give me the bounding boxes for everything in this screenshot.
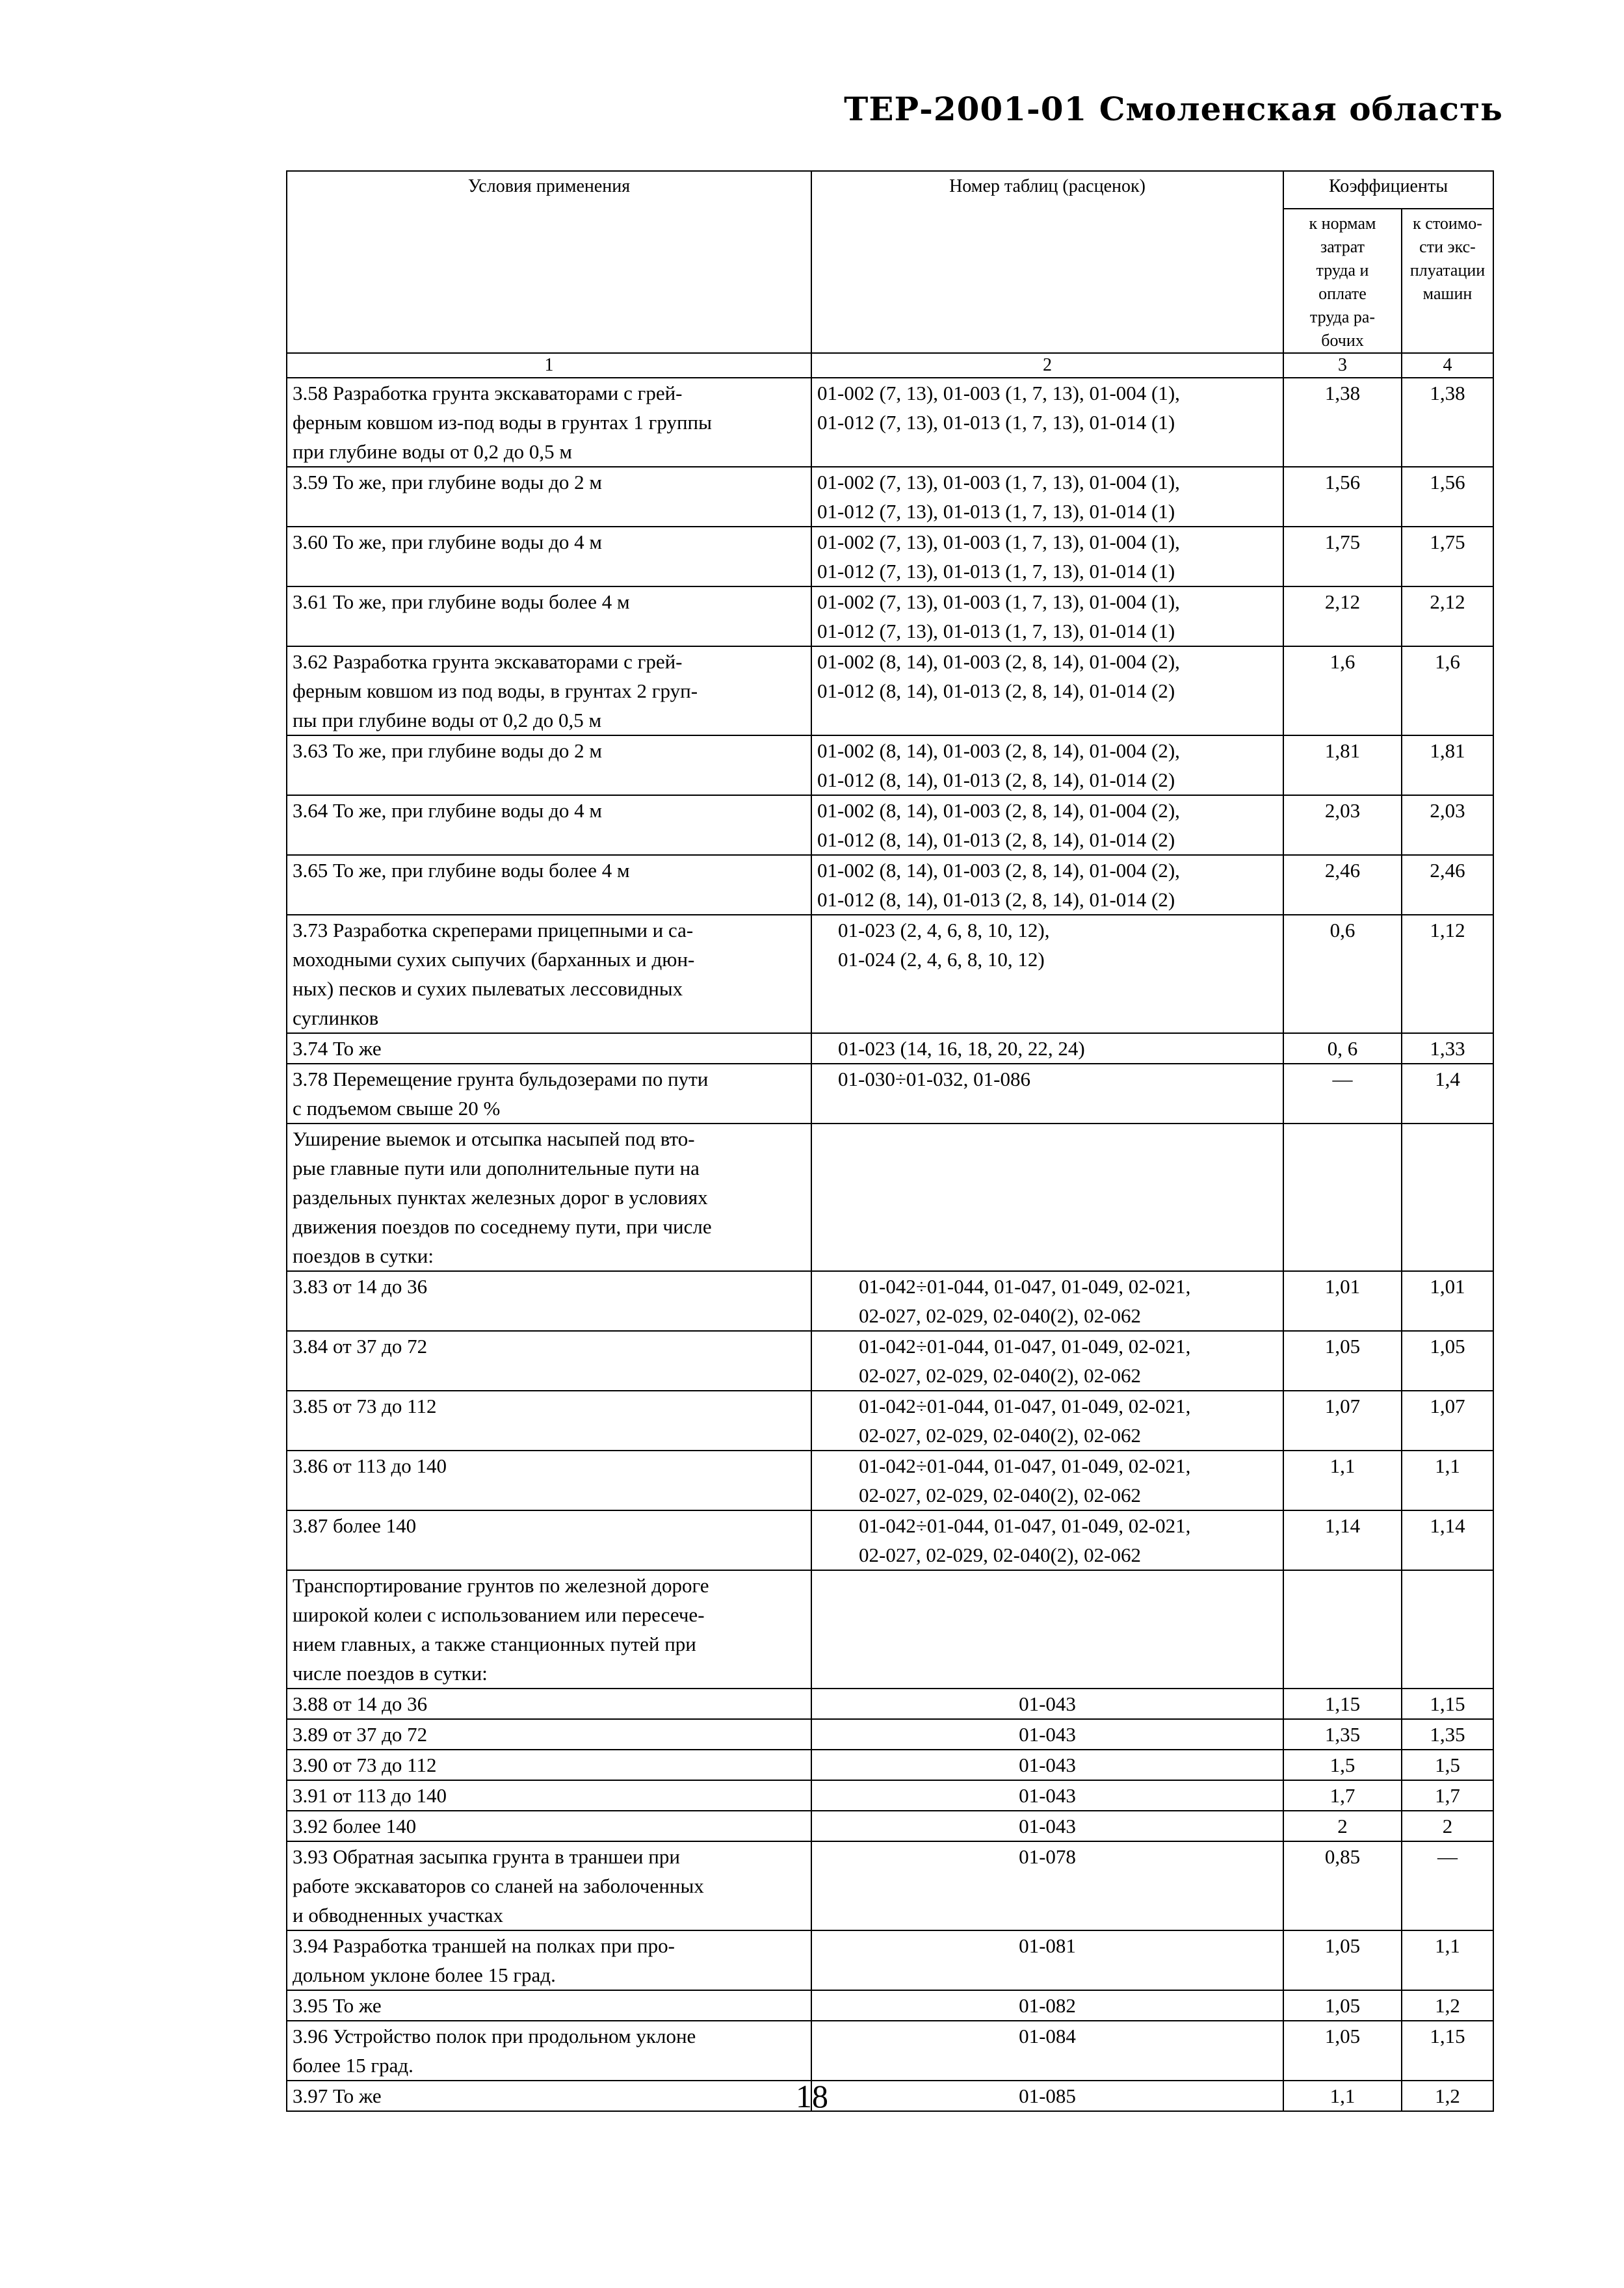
labor-coefficient-value: 2,46 <box>1283 855 1402 915</box>
condition-line: нием главных, а также станционных путей при <box>293 1633 696 1655</box>
table-row <box>287 1930 1493 1990</box>
table-number-line: 01-043 <box>1019 1692 1076 1715</box>
table-number-text <box>817 1842 1277 1871</box>
condition-cell <box>287 855 811 915</box>
condition-cell <box>287 586 811 646</box>
machines-coefficient-value: 1,1 <box>1402 1451 1493 1510</box>
condition-cell <box>287 1780 811 1811</box>
table-row <box>287 646 1493 735</box>
table-number-cell <box>811 1570 1283 1689</box>
table-number-text <box>817 1511 1190 1570</box>
table-row <box>287 1124 1493 1271</box>
column-number-2: 2 <box>811 353 1283 378</box>
machines-coefficient-value: 1,2 <box>1402 1990 1493 2021</box>
table-row <box>287 1451 1493 1510</box>
labor-coefficient-value: 1,05 <box>1283 1331 1402 1391</box>
condition-cell <box>287 1391 811 1451</box>
machines-lines-line: сти экс- <box>1419 237 1476 256</box>
condition-line: работе экскаваторов со сланей на заболоченных <box>293 1874 704 1897</box>
machines-lines-line: к стоимо- <box>1413 214 1482 233</box>
condition-cell <box>287 1689 811 1719</box>
condition-cell <box>287 1331 811 1391</box>
machines-lines-line: машин <box>1422 284 1473 303</box>
table-number-text <box>817 1391 1190 1450</box>
column-number-1: 1 <box>287 353 811 378</box>
page-number: 18 <box>796 2078 828 2114</box>
labor-coefficient-value: 1,56 <box>1283 467 1402 527</box>
labor-coefficient-value: 0,6 <box>1283 915 1402 1033</box>
condition-line: 3.93 Обратная засыпка грунта в траншеи при <box>293 1845 680 1868</box>
table-row <box>287 1033 1493 1064</box>
table-row <box>287 1780 1493 1811</box>
table-row <box>287 1689 1493 1719</box>
table-number-cell <box>811 915 1283 1033</box>
table-number-text <box>817 1781 1277 1810</box>
table-number-line: 01-002 (8, 14), 01-003 (2, 8, 14), 01-004 (2), <box>817 650 1180 673</box>
table-number-cell <box>811 1510 1283 1570</box>
labor-coefficient-value: 2,03 <box>1283 795 1402 855</box>
condition-line: 3.84 от 37 до 72 <box>293 1335 428 1358</box>
condition-cell <box>287 646 811 735</box>
condition-line: 3.63 То же, при глубине воды до 2 м <box>293 739 602 762</box>
machines-coefficient-value: 1,05 <box>1402 1331 1493 1391</box>
labor-coefficient-value: — <box>1283 1064 1402 1124</box>
table-row <box>287 378 1493 467</box>
condition-line: 3.90 от 73 до 112 <box>293 1754 437 1776</box>
condition-line: 3.74 То же <box>293 1037 382 1060</box>
condition-line: 3.61 То же, при глубине воды более 4 м <box>293 590 630 613</box>
condition-line: 3.85 от 73 до 112 <box>293 1395 437 1417</box>
condition-line: ферным ковшом из под воды, в грунтах 2 груп- <box>293 679 698 702</box>
machines-coefficient-value: 2,46 <box>1402 855 1493 915</box>
table-number-line: 01-085 <box>1019 2084 1076 2107</box>
table-number-line: 01-012 (8, 14), 01-013 (2, 8, 14), 01-014 (2) <box>817 828 1175 851</box>
table-number-line: 01-042÷01-044, 01-047, 01-049, 02-021, <box>859 1454 1191 1477</box>
condition-cell <box>287 1930 811 1990</box>
table-number-cell <box>811 467 1283 527</box>
table-number-text <box>817 1750 1277 1780</box>
table-row <box>287 1841 1493 1930</box>
table-number-cell <box>811 1930 1283 1990</box>
table-row <box>287 1811 1493 1841</box>
table-number-text <box>817 1272 1190 1330</box>
table-number-line: 02-027, 02-029, 02-040(2), 02-062 <box>859 1424 1141 1447</box>
table-row <box>287 735 1493 795</box>
coefficients-table <box>286 170 1494 2112</box>
condition-line: и обводненных участках <box>293 1904 504 1926</box>
table-number-line: 01-043 <box>1019 1723 1076 1746</box>
labor-coefficient-value: 1,05 <box>1283 1930 1402 1990</box>
table-number-text <box>817 587 1180 646</box>
condition-line: ферным ковшом из-под воды в грунтах 1 группы <box>293 411 712 434</box>
machines-coefficient-value: 1,5 <box>1402 1750 1493 1780</box>
condition-cell <box>287 1811 811 1841</box>
machines-coefficient-value: 2,03 <box>1402 795 1493 855</box>
table-number-line: 01-078 <box>1019 1845 1076 1868</box>
table-number-text <box>817 1689 1277 1718</box>
table-number-line: 01-012 (8, 14), 01-013 (2, 8, 14), 01-014 (2) <box>817 769 1175 791</box>
table-number-text <box>817 796 1180 854</box>
table-number-cell <box>811 735 1283 795</box>
table-number-text <box>817 378 1180 437</box>
table-number-line: 01-002 (7, 13), 01-003 (1, 7, 13), 01-004 (1), <box>817 590 1180 613</box>
table-number-line: 02-027, 02-029, 02-040(2), 02-062 <box>859 1304 1141 1327</box>
table-number-text <box>817 736 1180 795</box>
table-number-cell <box>811 855 1283 915</box>
table-number-text <box>817 856 1180 914</box>
document-header-title: ТЕР-2001-01 Смоленская область <box>844 90 1503 128</box>
table-number-cell <box>811 1689 1283 1719</box>
table-number-line: 01-043 <box>1019 1815 1076 1837</box>
labor-lines-line: труда и <box>1316 261 1369 280</box>
table-row <box>287 1750 1493 1780</box>
table-number-line: 01-012 (8, 14), 01-013 (2, 8, 14), 01-014 (2) <box>817 888 1175 911</box>
table-number-line: 02-027, 02-029, 02-040(2), 02-062 <box>859 1544 1141 1566</box>
condition-cell <box>287 2021 811 2081</box>
condition-line: 3.92 более 140 <box>293 1815 417 1837</box>
table-number-cell <box>811 378 1283 467</box>
table-number-line: 01-002 (7, 13), 01-003 (1, 7, 13), 01-004 (1), <box>817 531 1180 553</box>
table-number-text <box>817 527 1180 586</box>
labor-coefficient-value: 0,85 <box>1283 1841 1402 1930</box>
machines-coefficient-value: 1,7 <box>1402 1780 1493 1811</box>
table-number-cell <box>811 2021 1283 2081</box>
table-number-line: 01-012 (8, 14), 01-013 (2, 8, 14), 01-014 (2) <box>817 679 1175 702</box>
table-number-cell <box>811 1033 1283 1064</box>
table-number-line: 01-023 (2, 4, 6, 8, 10, 12), <box>838 919 1050 941</box>
labor-coefficient-value <box>1283 1124 1402 1271</box>
condition-line: моходными сухих сыпучих (барханных и дюн- <box>293 948 695 971</box>
table-number-line: 01-043 <box>1019 1784 1076 1807</box>
table-number-line: 01-023 (14, 16, 18, 20, 22, 24) <box>838 1037 1085 1060</box>
table-row <box>287 1391 1493 1451</box>
header-labor-coefficient <box>1283 209 1402 353</box>
condition-line: 3.83 от 14 до 36 <box>293 1275 428 1298</box>
condition-line: 3.94 Разработка траншей на полках при про- <box>293 1934 675 1957</box>
condition-line: 3.87 более 140 <box>293 1514 417 1537</box>
condition-line: 3.62 Разработка грунта экскаваторами с грей- <box>293 650 683 673</box>
table-number-cell <box>811 1811 1283 1841</box>
condition-line: дольном уклоне более 15 град. <box>293 1964 556 1986</box>
labor-lines-line: оплате <box>1318 284 1367 303</box>
machines-coefficient-value: 1,56 <box>1402 467 1493 527</box>
labor-coefficient-value: 1,15 <box>1283 1689 1402 1719</box>
table-number-text <box>817 1064 1030 1094</box>
condition-cell <box>287 378 811 467</box>
table-number-cell <box>811 1780 1283 1811</box>
machines-coefficient-value: 1,1 <box>1402 1930 1493 1990</box>
table-number-line: 01-012 (7, 13), 01-013 (1, 7, 13), 01-014 (1) <box>817 560 1175 583</box>
machines-coefficient-value: — <box>1402 1841 1493 1930</box>
table-number-text <box>817 1991 1277 2020</box>
condition-line: широкой колеи с использованием или пересече- <box>293 1603 705 1626</box>
table-number-cell <box>811 646 1283 735</box>
condition-cell <box>287 1124 811 1271</box>
condition-line: поездов в сутки: <box>293 1244 434 1267</box>
table-number-line: 01-024 (2, 4, 6, 8, 10, 12) <box>838 948 1045 971</box>
machines-coefficient-value: 1,81 <box>1402 735 1493 795</box>
machines-coefficient-value: 1,01 <box>1402 1271 1493 1331</box>
table-row <box>287 1570 1493 1689</box>
table-row <box>287 795 1493 855</box>
table-number-line: 01-084 <box>1019 2025 1076 2047</box>
condition-line: более 15 град. <box>293 2054 413 2077</box>
condition-cell <box>287 1064 811 1124</box>
table-number-line: 01-042÷01-044, 01-047, 01-049, 02-021, <box>859 1395 1191 1417</box>
condition-line: 3.60 То же, при глубине воды до 4 м <box>293 531 602 553</box>
condition-line: 3.73 Разработка скреперами прицепными и са- <box>293 919 694 941</box>
condition-line: рые главные пути или дополнительные пути на <box>293 1157 700 1179</box>
machines-coefficient-value: 1,12 <box>1402 915 1493 1033</box>
machines-coefficient-value: 1,6 <box>1402 646 1493 735</box>
labor-lines-line: труда ра- <box>1309 308 1376 326</box>
labor-coefficient-value: 1,6 <box>1283 646 1402 735</box>
column-number-4: 4 <box>1402 353 1493 378</box>
condition-cell <box>287 1451 811 1510</box>
condition-cell <box>287 1719 811 1750</box>
table-number-line: 01-002 (8, 14), 01-003 (2, 8, 14), 01-004 (2), <box>817 739 1180 762</box>
table-number-line: 02-027, 02-029, 02-040(2), 02-062 <box>859 1364 1141 1387</box>
table-number-cell <box>811 1451 1283 1510</box>
labor-coefficient-value: 1,01 <box>1283 1271 1402 1331</box>
condition-line: 3.59 То же, при глубине воды до 2 м <box>293 471 602 493</box>
condition-line: 3.86 от 113 до 140 <box>293 1454 447 1477</box>
table-number-cell <box>811 527 1283 586</box>
table-number-line: 01-042÷01-044, 01-047, 01-049, 02-021, <box>859 1514 1191 1537</box>
table-number-text <box>817 1811 1277 1841</box>
table-number-text <box>817 1332 1190 1390</box>
table-number-line: 01-002 (8, 14), 01-003 (2, 8, 14), 01-004 (2), <box>817 859 1180 882</box>
table-row <box>287 1719 1493 1750</box>
table-row <box>287 1331 1493 1391</box>
table-number-line: 01-042÷01-044, 01-047, 01-049, 02-021, <box>859 1335 1191 1358</box>
table-number-cell <box>811 1750 1283 1780</box>
labor-coefficient-value: 1,38 <box>1283 378 1402 467</box>
labor-coefficient-value: 1,1 <box>1283 2081 1402 2111</box>
machines-coefficient-value <box>1402 1570 1493 1689</box>
table-row <box>287 1271 1493 1331</box>
table-number-cell <box>811 1271 1283 1331</box>
table-number-cell <box>811 1841 1283 1930</box>
labor-coefficient-value: 1,5 <box>1283 1750 1402 1780</box>
table-row <box>287 1510 1493 1570</box>
condition-cell <box>287 1510 811 1570</box>
labor-lines-line: бочих <box>1321 331 1364 350</box>
condition-line: Уширение выемок и отсыпка насыпей под вто- <box>293 1127 695 1150</box>
condition-line: ных) песков и сухих пылеватых лессовидных <box>293 977 683 1000</box>
table-number-cell <box>811 1064 1283 1124</box>
table-number-text <box>817 2021 1277 2051</box>
condition-line: 3.95 То же <box>293 1994 382 2017</box>
machines-coefficient-value: 2,12 <box>1402 586 1493 646</box>
column-number-3: 3 <box>1283 353 1402 378</box>
machines-coefficient-value: 1,2 <box>1402 2081 1493 2111</box>
condition-cell <box>287 795 811 855</box>
machines-coefficient-value: 1,75 <box>1402 527 1493 586</box>
labor-coefficient-value: 1,81 <box>1283 735 1402 795</box>
labor-lines-line: к нормам <box>1309 214 1376 233</box>
condition-cell <box>287 1570 811 1689</box>
table-number-line: 01-002 (8, 14), 01-003 (2, 8, 14), 01-004 (2), <box>817 799 1180 822</box>
table-number-line: 01-081 <box>1019 1934 1076 1957</box>
condition-line: раздельных пунктах железных дорог в условиях <box>293 1186 708 1209</box>
table-number-cell <box>811 586 1283 646</box>
condition-cell <box>287 1271 811 1331</box>
labor-coefficient-value: 2,12 <box>1283 586 1402 646</box>
machines-coefficient-value: 1,14 <box>1402 1510 1493 1570</box>
table-number-text <box>817 915 1049 974</box>
machines-coefficient-value: 1,38 <box>1402 378 1493 467</box>
labor-lines-line: затрат <box>1320 237 1365 256</box>
table-number-text <box>817 647 1180 705</box>
machines-coefficient-value <box>1402 1124 1493 1271</box>
table-number-text <box>817 1034 1085 1063</box>
machines-coefficient-value: 1,35 <box>1402 1719 1493 1750</box>
header-coefficients: Коэффициенты <box>1283 171 1493 209</box>
condition-cell <box>287 467 811 527</box>
labor-coefficient-value: 1,35 <box>1283 1719 1402 1750</box>
table-number-line: 01-030÷01-032, 01-086 <box>838 1068 1030 1090</box>
labor-coefficient-value: 1,14 <box>1283 1510 1402 1570</box>
table-number-cell <box>811 795 1283 855</box>
condition-line: с подъемом свыше 20 % <box>293 1097 501 1120</box>
labor-coefficient-value: 1,05 <box>1283 2021 1402 2081</box>
table-row <box>287 1990 1493 2021</box>
condition-line: 3.78 Перемещение грунта бульдозерами по пути <box>293 1068 709 1090</box>
condition-line: 3.64 То же, при глубине воды до 4 м <box>293 799 602 822</box>
condition-cell <box>287 1990 811 2021</box>
machines-lines-line: плуатации <box>1409 261 1486 280</box>
condition-cell <box>287 735 811 795</box>
condition-line: 3.89 от 37 до 72 <box>293 1723 428 1746</box>
machines-coefficient-value: 1,15 <box>1402 2021 1493 2081</box>
table-row <box>287 1064 1493 1124</box>
table-row <box>287 915 1493 1033</box>
table-number-cell <box>811 1331 1283 1391</box>
header-table-numbers: Номер таблиц (расценок) <box>811 171 1283 353</box>
machines-coefficient-value: 1,15 <box>1402 1689 1493 1719</box>
condition-line: 3.58 Разработка грунта экскаваторами с грей- <box>293 382 683 404</box>
table-number-cell <box>811 1990 1283 2021</box>
table-row <box>287 2021 1493 2081</box>
machines-coefficient-value: 2 <box>1402 1811 1493 1841</box>
table-number-text <box>817 1931 1277 1960</box>
header-machines-coefficient <box>1402 209 1493 353</box>
table-number-line: 01-012 (7, 13), 01-013 (1, 7, 13), 01-014 (1) <box>817 411 1175 434</box>
condition-cell <box>287 915 811 1033</box>
machines-coefficient-value: 1,4 <box>1402 1064 1493 1124</box>
header-conditions: Условия применения <box>287 171 811 353</box>
table-row <box>287 467 1493 527</box>
table-number-text <box>817 1451 1190 1510</box>
table-row <box>287 527 1493 586</box>
condition-cell <box>287 1750 811 1780</box>
condition-line: при глубине воды от 0,2 до 0,5 м <box>293 440 573 463</box>
labor-coefficient-value: 0, 6 <box>1283 1033 1402 1064</box>
table-number-cell <box>811 1124 1283 1271</box>
labor-coefficient-value: 1,1 <box>1283 1451 1402 1510</box>
table-number-line: 01-012 (7, 13), 01-013 (1, 7, 13), 01-014 (1) <box>817 620 1175 642</box>
labor-coefficient-value <box>1283 1570 1402 1689</box>
table-number-text <box>817 467 1180 526</box>
table-number-line: 02-027, 02-029, 02-040(2), 02-062 <box>859 1484 1141 1506</box>
condition-line: 3.91 от 113 до 140 <box>293 1784 447 1807</box>
condition-line: числе поездов в сутки: <box>293 1662 488 1685</box>
condition-cell <box>287 1841 811 1930</box>
condition-line: 3.97 То же <box>293 2084 382 2107</box>
condition-line: движения поездов по соседнему пути, при числе <box>293 1215 712 1238</box>
condition-line: пы при глубине воды от 0,2 до 0,5 м <box>293 709 602 731</box>
table-number-line: 01-002 (7, 13), 01-003 (1, 7, 13), 01-004 (1), <box>817 382 1180 404</box>
table-number-line: 01-012 (7, 13), 01-013 (1, 7, 13), 01-014 (1) <box>817 500 1175 523</box>
labor-coefficient-value: 1,7 <box>1283 1780 1402 1811</box>
labor-coefficient-value: 1,07 <box>1283 1391 1402 1451</box>
machines-coefficient-value: 1,33 <box>1402 1033 1493 1064</box>
table-number-line: 01-082 <box>1019 1994 1076 2017</box>
labor-coefficient-value: 1,75 <box>1283 527 1402 586</box>
table-row <box>287 586 1493 646</box>
table-number-cell <box>811 1719 1283 1750</box>
machines-coefficient-value: 1,07 <box>1402 1391 1493 1451</box>
table-number-line: 01-042÷01-044, 01-047, 01-049, 02-021, <box>859 1275 1191 1298</box>
table-number-line: 01-002 (7, 13), 01-003 (1, 7, 13), 01-004 (1), <box>817 471 1180 493</box>
condition-line: 3.65 То же, при глубине воды более 4 м <box>293 859 630 882</box>
condition-line: Транспортирование грунтов по железной дороге <box>293 1574 709 1597</box>
condition-cell <box>287 527 811 586</box>
labor-coefficient-value: 1,05 <box>1283 1990 1402 2021</box>
condition-line: суглинков <box>293 1006 379 1029</box>
table-number-text <box>817 1720 1277 1749</box>
table-number-cell <box>811 1391 1283 1451</box>
condition-line: 3.96 Устройство полок при продольном уклоне <box>293 2025 696 2047</box>
condition-line: 3.88 от 14 до 36 <box>293 1692 428 1715</box>
table-row <box>287 855 1493 915</box>
condition-cell <box>287 1033 811 1064</box>
labor-coefficient-value: 2 <box>1283 1811 1402 1841</box>
table-number-line: 01-043 <box>1019 1754 1076 1776</box>
